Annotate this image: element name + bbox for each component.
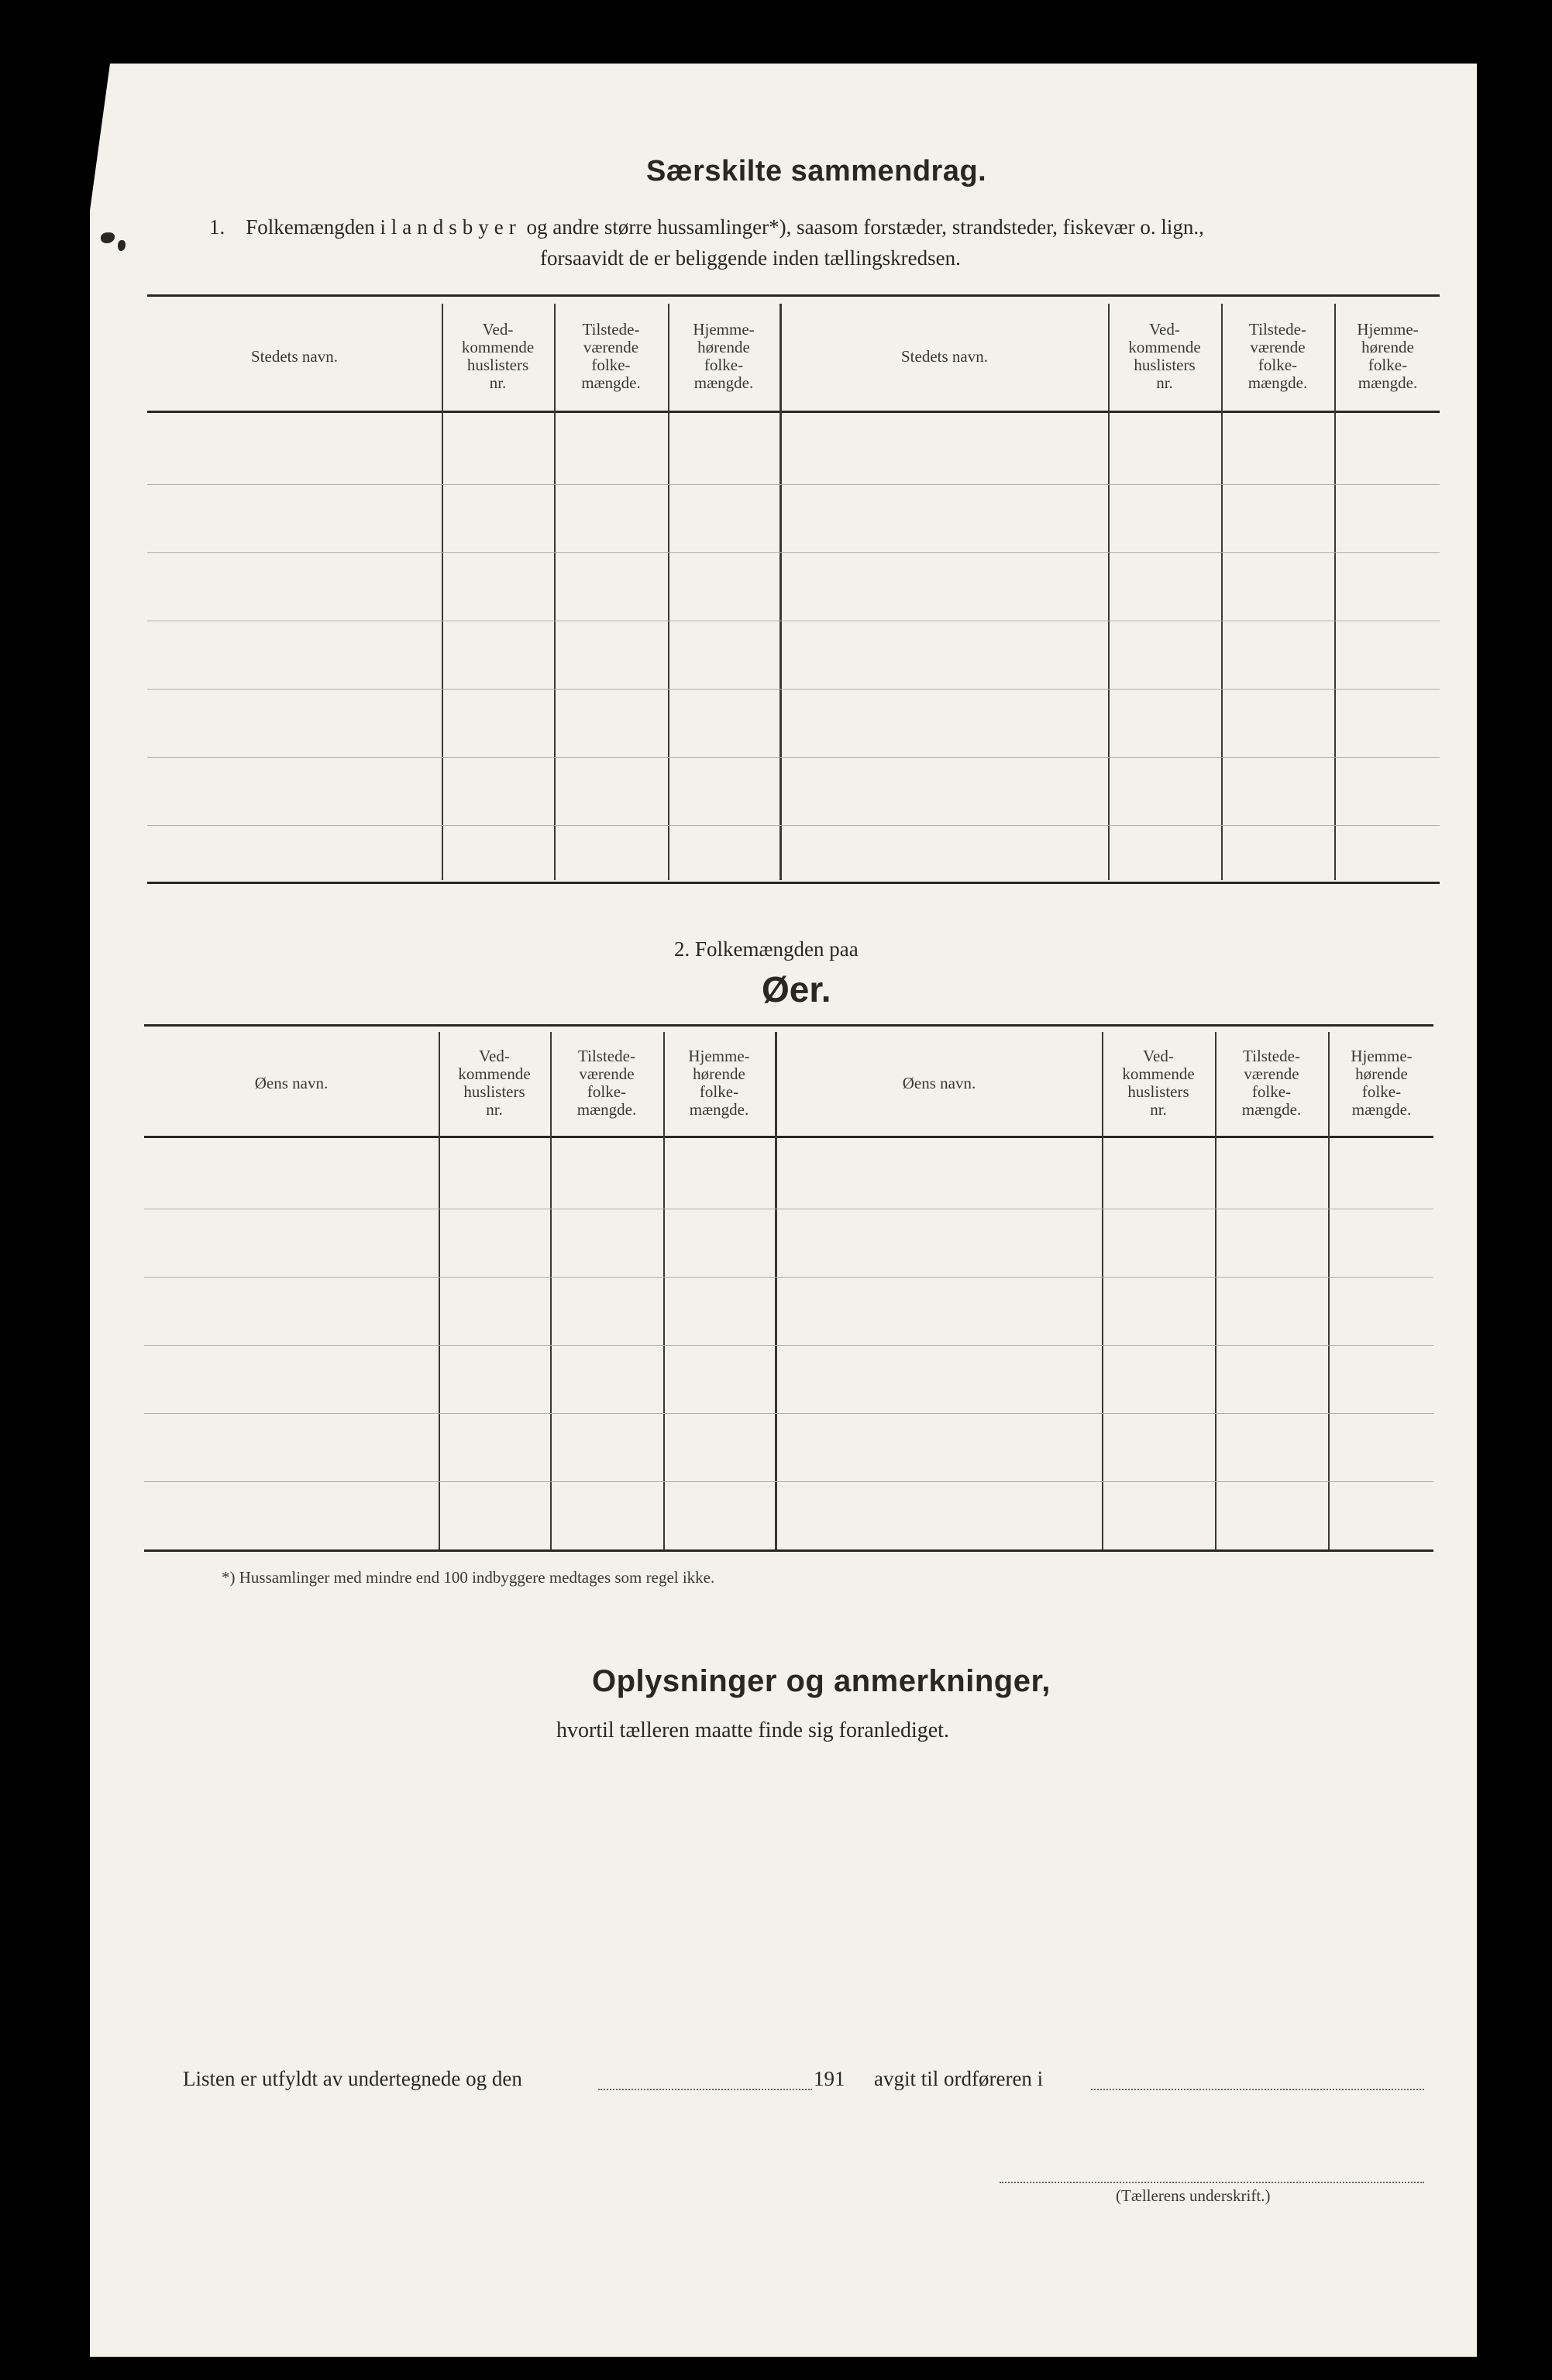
table2-bottom-rule	[144, 1549, 1433, 1552]
summary-number: 1.	[209, 215, 225, 239]
table2-row-line	[144, 1413, 1433, 1414]
table1-header-resident-population-2: Hjemme- hørende folke- mængde.	[1357, 320, 1419, 392]
table1-row-line	[147, 484, 1440, 485]
signature-caption: (Tællerens underskrift.)	[1116, 2186, 1271, 2205]
summary-intro-line2: forsaavidt de er beliggende inden tællingskredsen.	[540, 246, 961, 270]
table2-top-rule	[144, 1024, 1433, 1027]
table1-row-line	[147, 689, 1440, 690]
summary-intro-spaced: landsbyer	[391, 215, 521, 239]
table1-header-household-list: Ved- kommende huslisters nr.	[461, 320, 535, 392]
table1-row-line	[147, 825, 1440, 826]
table1-header-resident-population: Hjemme- hørende folke- mængde.	[693, 320, 755, 392]
remarks-subtitle: hvortil tælleren maatte finde sig foranlediget.	[556, 1718, 949, 1742]
torn-corner	[90, 64, 110, 211]
table2-header-resident-population-2: Hjemme- hørende folke- mængde.	[1351, 1047, 1413, 1119]
remarks-title: Oplysninger og anmerkninger,	[592, 1664, 1051, 1698]
table2-row-line	[144, 1481, 1433, 1482]
municipality-blank[interactable]	[1091, 2089, 1424, 2090]
date-blank[interactable]	[598, 2089, 812, 2090]
table1-center-divider	[779, 304, 782, 880]
table2-row-line	[144, 1277, 1433, 1278]
table1-header-present-population: Tilstede- værende folke- mængde.	[581, 320, 641, 392]
table2-header-household-list: Ved- kommende huslisters nr.	[458, 1047, 531, 1119]
table2-header-island-name: Øens navn.	[254, 1073, 329, 1092]
table2-header-present-population-2: Tilstede- værende folke- mængde.	[1241, 1047, 1302, 1119]
signature-text-b: avgit til ordføreren i	[874, 2067, 1044, 2090]
table2-header-household-list-2: Ved- kommende huslisters nr.	[1122, 1047, 1195, 1119]
table2-row-line	[144, 1345, 1433, 1346]
table1-row-line	[147, 757, 1440, 758]
summary-intro-line1	[209, 215, 1204, 239]
signature-year: 191	[814, 2067, 845, 2090]
islands-title: Øer.	[762, 969, 831, 1009]
table2-header-resident-population: Hjemme- hørende folke- mængde.	[688, 1047, 750, 1119]
table1-header-place-name: Stedets navn.	[251, 346, 338, 366]
table1-header-rule	[147, 411, 1440, 413]
table2-header-present-population: Tilstede- værende folke- mængde.	[576, 1047, 637, 1119]
table1-header-place-name-2: Stedets navn.	[901, 346, 988, 366]
table2-header-island-name-2: Øens navn.	[902, 1073, 976, 1092]
table1-header-household-list-2: Ved- kommende huslisters nr.	[1128, 320, 1201, 392]
table1-row-line	[147, 552, 1440, 553]
summary-intro-b: og andre større hussamlinger*), saasom forstæder, strandsteder, fiskevær o. lign.,	[526, 215, 1204, 239]
table1-top-rule	[147, 294, 1440, 297]
signature-text-a: Listen er utfyldt av undertegnede og den	[183, 2067, 522, 2090]
signature-blank[interactable]	[1000, 2182, 1424, 2183]
islands-intro: 2. Folkemængden paa	[674, 937, 859, 961]
summary-intro-a: Folkemængden i	[246, 215, 386, 239]
table2-center-divider	[775, 1032, 777, 1549]
table1-bottom-rule	[147, 882, 1440, 884]
table1-header-present-population-2: Tilstede- værende folke- mængde.	[1247, 320, 1308, 392]
table2-header-rule	[144, 1136, 1433, 1138]
footnote: *) Hussamlinger med mindre end 100 indbyggere medtages som regel ikke.	[222, 1568, 715, 1587]
summary-title: Særskilte sammendrag.	[646, 155, 987, 187]
